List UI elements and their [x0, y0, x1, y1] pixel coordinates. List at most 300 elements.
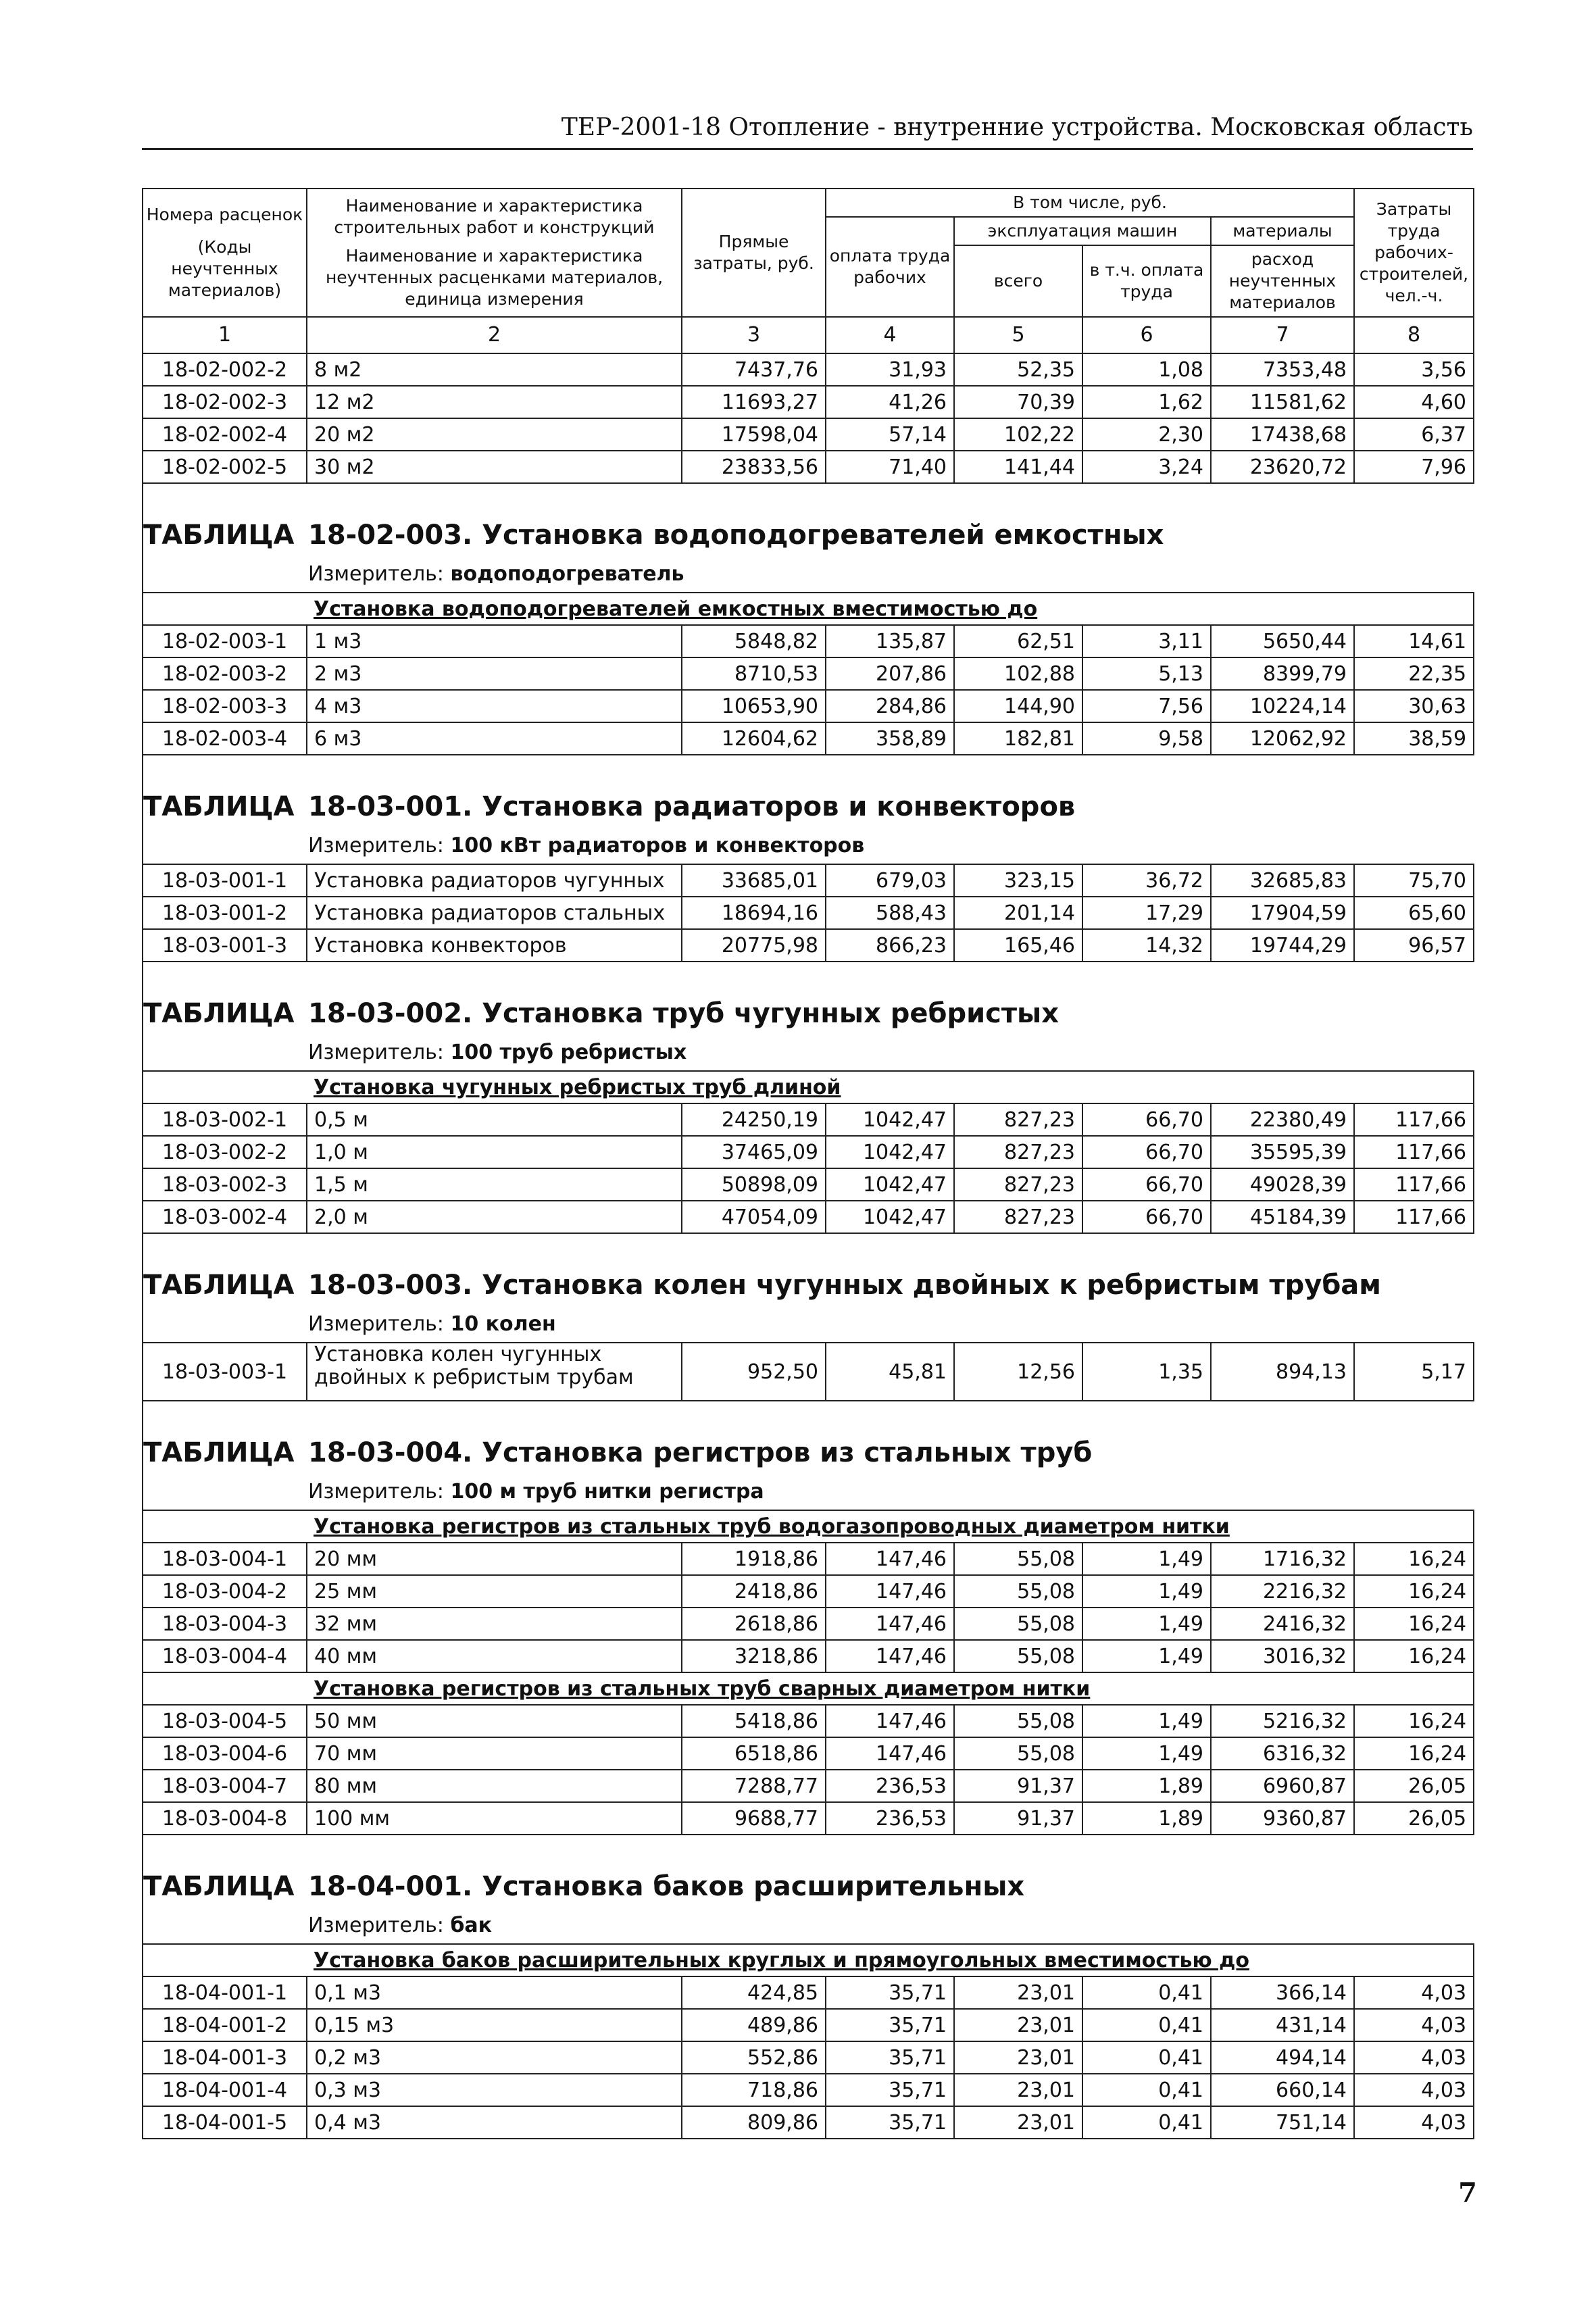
machines-total-cell: 827,23 — [954, 1103, 1082, 1136]
table-row — [143, 2074, 1474, 2106]
table-section — [142, 1835, 1473, 2139]
machines-wages-cell: 1,89 — [1082, 1802, 1211, 1835]
labor-cell: 4,03 — [1354, 2009, 1474, 2041]
wages-cell: 31,93 — [826, 353, 954, 386]
wages-cell: 1042,47 — [826, 1103, 954, 1136]
code-cell: 18-02-002-4 — [143, 418, 307, 451]
name-cell: Установка конвекторов — [307, 929, 682, 962]
table-row — [143, 1737, 1474, 1770]
name-cell: 8 м2 — [307, 353, 682, 386]
direct-cost-cell: 3218,86 — [682, 1640, 826, 1672]
wages-cell: 147,46 — [826, 1640, 954, 1672]
measure-unit: 100 м труб нитки регистра — [450, 1480, 764, 1503]
wages-cell: 35,71 — [826, 2106, 954, 2139]
code-cell: 18-03-004-5 — [143, 1705, 307, 1737]
materials-cell: 49028,39 — [1211, 1168, 1354, 1201]
measure-line — [142, 1035, 1473, 1070]
machines-wages-cell: 3,24 — [1082, 451, 1211, 483]
direct-cost-cell: 10653,90 — [682, 690, 826, 722]
table-row — [143, 2041, 1474, 2074]
name-cell: 20 м2 — [307, 418, 682, 451]
labor-cell: 6,37 — [1354, 418, 1474, 451]
machines-wages-cell: 1,49 — [1082, 1640, 1211, 1672]
direct-cost-cell: 18694,16 — [682, 897, 826, 929]
direct-cost-cell: 11693,27 — [682, 386, 826, 418]
machines-wages-cell: 0,41 — [1082, 1976, 1211, 2009]
table-row — [143, 1608, 1474, 1640]
header-machines: эксплуатация машин — [954, 217, 1211, 245]
machines-total-cell: 827,23 — [954, 1136, 1082, 1168]
machines-wages-cell: 17,29 — [1082, 897, 1211, 929]
materials-cell: 35595,39 — [1211, 1136, 1354, 1168]
section-title — [142, 484, 1473, 557]
direct-cost-cell: 23833,56 — [682, 451, 826, 483]
code-cell: 18-03-002-1 — [143, 1103, 307, 1136]
direct-cost-cell: 20775,98 — [682, 929, 826, 962]
table-row — [143, 353, 1474, 386]
labor-cell: 38,59 — [1354, 722, 1474, 755]
machines-wages-cell: 9,58 — [1082, 722, 1211, 755]
column-number-1: 1 — [143, 317, 307, 353]
measure-unit: 100 кВт радиаторов и конвекторов — [450, 834, 865, 857]
direct-cost-cell: 489,86 — [682, 2009, 826, 2041]
labor-cell: 16,24 — [1354, 1575, 1474, 1608]
labor-cell: 117,66 — [1354, 1201, 1474, 1233]
labor-cell: 96,57 — [1354, 929, 1474, 962]
table-row — [143, 1543, 1474, 1575]
materials-cell: 5650,44 — [1211, 625, 1354, 657]
labor-cell: 4,03 — [1354, 2041, 1474, 2074]
wages-cell: 866,23 — [826, 929, 954, 962]
running-head: ТЕР-2001-18 Отопление - внутренние устройства. Московская область — [142, 114, 1473, 150]
name-cell: 20 мм — [307, 1543, 682, 1575]
code-cell: 18-02-003-3 — [143, 690, 307, 722]
table-row — [143, 722, 1474, 755]
wages-cell: 135,87 — [826, 625, 954, 657]
section-label: ТАБЛИЦА — [143, 520, 295, 551]
section-table — [142, 864, 1474, 962]
table-row — [143, 2106, 1474, 2139]
measure-label: Измеритель: — [308, 1480, 451, 1503]
labor-cell: 65,60 — [1354, 897, 1474, 929]
measure-line — [142, 557, 1473, 592]
group-subtitle-spacer — [143, 1071, 307, 1103]
code-cell: 18-03-002-3 — [143, 1168, 307, 1201]
machines-total-cell: 55,08 — [954, 1543, 1082, 1575]
direct-cost-cell: 552,86 — [682, 2041, 826, 2074]
measure-label: Измеритель: — [308, 1041, 451, 1064]
name-cell: Установка колен чугунных двойных к ребристым трубам — [307, 1343, 682, 1401]
column-number-8: 8 — [1354, 317, 1474, 353]
name-cell: 0,5 м — [307, 1103, 682, 1136]
name-cell: 0,15 м3 — [307, 2009, 682, 2041]
name-cell: 40 мм — [307, 1640, 682, 1672]
measure-line — [142, 1908, 1473, 1943]
labor-cell: 30,63 — [1354, 690, 1474, 722]
machines-total-cell: 52,35 — [954, 353, 1082, 386]
name-cell: 50 мм — [307, 1705, 682, 1737]
materials-cell: 45184,39 — [1211, 1201, 1354, 1233]
section-label: ТАБЛИЦА — [143, 1437, 295, 1468]
labor-cell: 4,60 — [1354, 386, 1474, 418]
table-row — [143, 1168, 1474, 1201]
wages-cell: 679,03 — [826, 864, 954, 897]
labor-cell: 14,61 — [1354, 625, 1474, 657]
machines-wages-cell: 1,49 — [1082, 1608, 1211, 1640]
group-subtitle: Установка баков расширительных круглых и прямоугольных вместимостью до — [307, 1944, 1474, 1976]
table-row — [143, 2009, 1474, 2041]
group-subtitle-row — [143, 1071, 1474, 1103]
machines-wages-cell: 2,30 — [1082, 418, 1211, 451]
code-cell: 18-03-004-7 — [143, 1770, 307, 1802]
table-row — [143, 864, 1474, 897]
name-cell: 0,1 м3 — [307, 1976, 682, 2009]
page-number: 7 — [1458, 2177, 1477, 2209]
direct-cost-cell: 50898,09 — [682, 1168, 826, 1201]
group-subtitle-spacer — [143, 1510, 307, 1543]
machines-wages-cell: 66,70 — [1082, 1168, 1211, 1201]
machines-total-cell: 55,08 — [954, 1608, 1082, 1640]
materials-cell: 7353,48 — [1211, 353, 1354, 386]
machines-wages-cell: 1,08 — [1082, 353, 1211, 386]
materials-cell: 2416,32 — [1211, 1608, 1354, 1640]
header-materials-consumption: расход неучтенных материалов — [1211, 245, 1354, 317]
wages-cell: 236,53 — [826, 1770, 954, 1802]
code-cell: 18-02-003-1 — [143, 625, 307, 657]
materials-cell: 5216,32 — [1211, 1705, 1354, 1737]
materials-cell: 431,14 — [1211, 2009, 1354, 2041]
labor-cell: 7,96 — [1354, 451, 1474, 483]
direct-cost-cell: 24250,19 — [682, 1103, 826, 1136]
column-number-4: 4 — [826, 317, 954, 353]
section-title — [142, 755, 1473, 828]
table-section — [142, 755, 1473, 962]
direct-cost-cell: 1918,86 — [682, 1543, 826, 1575]
name-cell: 2 м3 — [307, 657, 682, 690]
machines-total-cell: 55,08 — [954, 1737, 1082, 1770]
wages-cell: 1042,47 — [826, 1136, 954, 1168]
materials-cell: 17904,59 — [1211, 897, 1354, 929]
group-subtitle: Установка водоподогревателей емкостных вместимостью до — [307, 593, 1474, 625]
name-cell: 1 м3 — [307, 625, 682, 657]
direct-cost-cell: 12604,62 — [682, 722, 826, 755]
machines-wages-cell: 1,35 — [1082, 1343, 1211, 1401]
table-section — [142, 1234, 1473, 1401]
labor-cell: 16,24 — [1354, 1543, 1474, 1575]
machines-wages-cell: 1,49 — [1082, 1543, 1211, 1575]
name-cell: 32 мм — [307, 1608, 682, 1640]
machines-wages-cell: 0,41 — [1082, 2074, 1211, 2106]
machines-total-cell: 23,01 — [954, 1976, 1082, 2009]
column-number-6: 6 — [1082, 317, 1211, 353]
column-number-3: 3 — [682, 317, 826, 353]
machines-wages-cell: 1,89 — [1082, 1770, 1211, 1802]
header-direct-costs: Прямые затраты, руб. — [682, 189, 826, 317]
section-table — [142, 1943, 1474, 2139]
machines-total-cell: 91,37 — [954, 1770, 1082, 1802]
table-row — [143, 929, 1474, 962]
header-wages: оплата труда рабочих — [826, 217, 954, 317]
materials-cell: 894,13 — [1211, 1343, 1354, 1401]
wages-cell: 1042,47 — [826, 1201, 954, 1233]
name-cell: 1,5 м — [307, 1168, 682, 1201]
name-cell: 70 мм — [307, 1737, 682, 1770]
measure-label: Измеритель: — [308, 1914, 451, 1937]
group-subtitle: Установка чугунных ребристых труб длиной — [307, 1071, 1474, 1103]
table-row — [143, 897, 1474, 929]
code-cell: 18-04-001-1 — [143, 1976, 307, 2009]
code-cell: 18-03-001-3 — [143, 929, 307, 962]
machines-wages-cell: 3,11 — [1082, 625, 1211, 657]
table-row — [143, 1976, 1474, 2009]
labor-cell: 4,03 — [1354, 2106, 1474, 2139]
table-row — [143, 386, 1474, 418]
name-cell: Установка радиаторов чугунных — [307, 864, 682, 897]
measure-label: Измеритель: — [308, 562, 451, 586]
machines-wages-cell: 0,41 — [1082, 2009, 1211, 2041]
materials-cell: 11581,62 — [1211, 386, 1354, 418]
direct-cost-cell: 5848,82 — [682, 625, 826, 657]
header-names: Наименование и характеристика строительных работ и конструкций Наименование и характеристика неучтенных расценками материалов, единица измерения — [307, 189, 682, 317]
section-table — [142, 1070, 1474, 1234]
wages-cell: 35,71 — [826, 1976, 954, 2009]
materials-cell: 32685,83 — [1211, 864, 1354, 897]
section-label: ТАБЛИЦА — [143, 1871, 295, 1902]
column-number-7: 7 — [1211, 317, 1354, 353]
section-title — [142, 962, 1473, 1035]
measure-unit: 100 труб ребристых — [450, 1041, 687, 1064]
code-cell: 18-02-002-5 — [143, 451, 307, 483]
section-title-text: 18-04-001. Установка баков расширительных — [308, 1871, 1025, 1902]
code-cell: 18-03-002-2 — [143, 1136, 307, 1168]
name-cell: 80 мм — [307, 1770, 682, 1802]
machines-wages-cell: 66,70 — [1082, 1201, 1211, 1233]
direct-cost-cell: 6518,86 — [682, 1737, 826, 1770]
materials-cell: 6316,32 — [1211, 1737, 1354, 1770]
wages-cell: 41,26 — [826, 386, 954, 418]
code-cell: 18-02-003-4 — [143, 722, 307, 755]
wages-cell: 147,46 — [826, 1705, 954, 1737]
machines-total-cell: 12,56 — [954, 1343, 1082, 1401]
section-title-text: 18-03-003. Установка колен чугунных двойных к ребристым трубам — [308, 1270, 1381, 1301]
labor-cell: 4,03 — [1354, 2074, 1474, 2106]
machines-total-cell: 102,88 — [954, 657, 1082, 690]
section-label: ТАБЛИЦА — [143, 1270, 295, 1301]
machines-total-cell: 91,37 — [954, 1802, 1082, 1835]
materials-cell: 3016,32 — [1211, 1640, 1354, 1672]
wages-cell: 147,46 — [826, 1737, 954, 1770]
machines-total-cell: 827,23 — [954, 1201, 1082, 1233]
name-cell: 100 мм — [307, 1802, 682, 1835]
machines-wages-cell: 1,49 — [1082, 1705, 1211, 1737]
materials-cell: 8399,79 — [1211, 657, 1354, 690]
direct-cost-cell: 952,50 — [682, 1343, 826, 1401]
header-machines-wages: в т.ч. оплата труда — [1082, 245, 1211, 317]
wages-cell: 35,71 — [826, 2009, 954, 2041]
section-title — [142, 1401, 1473, 1474]
table-row — [143, 625, 1474, 657]
section-title-text: 18-02-003. Установка водоподогревателей емкостных — [308, 520, 1164, 551]
direct-cost-cell: 37465,09 — [682, 1136, 826, 1168]
direct-cost-cell: 17598,04 — [682, 418, 826, 451]
code-cell: 18-03-004-6 — [143, 1737, 307, 1770]
machines-wages-cell: 36,72 — [1082, 864, 1211, 897]
labor-cell: 26,05 — [1354, 1770, 1474, 1802]
materials-cell: 12062,92 — [1211, 722, 1354, 755]
code-cell: 18-02-002-3 — [143, 386, 307, 418]
group-subtitle: Установка регистров из стальных труб сварных диаметром нитки — [307, 1672, 1474, 1705]
labor-cell: 4,03 — [1354, 1976, 1474, 2009]
price-table-sheet — [142, 188, 1473, 2139]
wages-cell: 35,71 — [826, 2074, 954, 2106]
table-row — [143, 1705, 1474, 1737]
table-section — [142, 962, 1473, 1234]
section-title — [142, 1835, 1473, 1908]
table-row — [143, 418, 1474, 451]
code-cell: 18-02-002-2 — [143, 353, 307, 386]
column-number-5: 5 — [954, 317, 1082, 353]
header-codes: Номера расценок (Коды неучтенных материалов) — [143, 189, 307, 317]
labor-cell: 117,66 — [1354, 1103, 1474, 1136]
wages-cell: 1042,47 — [826, 1168, 954, 1201]
direct-cost-cell: 424,85 — [682, 1976, 826, 2009]
measure-line — [142, 1474, 1473, 1510]
direct-cost-cell: 809,86 — [682, 2106, 826, 2139]
code-cell: 18-03-004-1 — [143, 1543, 307, 1575]
materials-cell: 660,14 — [1211, 2074, 1354, 2106]
measure-line — [142, 1307, 1473, 1342]
name-cell: 6 м3 — [307, 722, 682, 755]
wages-cell: 236,53 — [826, 1802, 954, 1835]
wages-cell: 147,46 — [826, 1608, 954, 1640]
machines-wages-cell: 66,70 — [1082, 1103, 1211, 1136]
machines-total-cell: 23,01 — [954, 2074, 1082, 2106]
table-row — [143, 1640, 1474, 1672]
section-label: ТАБЛИЦА — [143, 791, 295, 822]
labor-cell: 22,35 — [1354, 657, 1474, 690]
machines-wages-cell: 7,56 — [1082, 690, 1211, 722]
machines-total-cell: 55,08 — [954, 1640, 1082, 1672]
group-subtitle-row — [143, 1672, 1474, 1705]
materials-cell: 1716,32 — [1211, 1543, 1354, 1575]
table-row — [143, 1575, 1474, 1608]
name-cell: 12 м2 — [307, 386, 682, 418]
code-cell: 18-02-003-2 — [143, 657, 307, 690]
machines-wages-cell: 5,13 — [1082, 657, 1211, 690]
header-machines-total: всего — [954, 245, 1082, 317]
table-section — [142, 484, 1473, 755]
wages-cell: 147,46 — [826, 1543, 954, 1575]
labor-cell: 16,24 — [1354, 1705, 1474, 1737]
group-subtitle-row — [143, 1510, 1474, 1543]
direct-cost-cell: 2418,86 — [682, 1575, 826, 1608]
measure-unit: водоподогреватель — [450, 562, 684, 586]
machines-total-cell: 141,44 — [954, 451, 1082, 483]
section-title-text: 18-03-001. Установка радиаторов и конвекторов — [308, 791, 1076, 822]
code-cell: 18-03-004-3 — [143, 1608, 307, 1640]
direct-cost-cell: 7437,76 — [682, 353, 826, 386]
materials-cell: 10224,14 — [1211, 690, 1354, 722]
machines-wages-cell: 0,41 — [1082, 2106, 1211, 2139]
direct-cost-cell: 8710,53 — [682, 657, 826, 690]
wages-cell: 57,14 — [826, 418, 954, 451]
table-row — [143, 1802, 1474, 1835]
group-subtitle-spacer — [143, 1672, 307, 1705]
labor-cell: 117,66 — [1354, 1136, 1474, 1168]
materials-cell: 9360,87 — [1211, 1802, 1354, 1835]
name-cell: 1,0 м — [307, 1136, 682, 1168]
machines-total-cell: 70,39 — [954, 386, 1082, 418]
machines-wages-cell: 1,49 — [1082, 1575, 1211, 1608]
section-title-text: 18-03-004. Установка регистров из стальных труб — [308, 1437, 1093, 1468]
wages-cell: 207,86 — [826, 657, 954, 690]
header-materials: материалы — [1211, 217, 1354, 245]
materials-cell: 19744,29 — [1211, 929, 1354, 962]
code-cell: 18-03-001-1 — [143, 864, 307, 897]
section-title-text: 18-03-002. Установка труб чугунных ребристых — [308, 998, 1059, 1029]
labor-cell: 16,24 — [1354, 1608, 1474, 1640]
labor-cell: 3,56 — [1354, 353, 1474, 386]
machines-wages-cell: 66,70 — [1082, 1136, 1211, 1168]
labor-cell: 26,05 — [1354, 1802, 1474, 1835]
direct-cost-cell: 5418,86 — [682, 1705, 826, 1737]
direct-cost-cell: 9688,77 — [682, 1802, 826, 1835]
machines-wages-cell: 14,32 — [1082, 929, 1211, 962]
machines-wages-cell: 1,62 — [1082, 386, 1211, 418]
measure-label: Измеритель: — [308, 834, 451, 857]
name-cell: Установка радиаторов стальных — [307, 897, 682, 929]
group-subtitle-spacer — [143, 1944, 307, 1976]
machines-total-cell: 201,14 — [954, 897, 1082, 929]
machines-total-cell: 182,81 — [954, 722, 1082, 755]
machines-total-cell: 62,51 — [954, 625, 1082, 657]
column-number-2: 2 — [307, 317, 682, 353]
measure-label: Измеритель: — [308, 1312, 451, 1336]
materials-cell: 17438,68 — [1211, 418, 1354, 451]
labor-cell: 117,66 — [1354, 1168, 1474, 1201]
machines-total-cell: 165,46 — [954, 929, 1082, 962]
group-subtitle: Установка регистров из стальных труб водогазопроводных диаметром нитки — [307, 1510, 1474, 1543]
name-cell: 4 м3 — [307, 690, 682, 722]
name-cell: 0,4 м3 — [307, 2106, 682, 2139]
wages-cell: 358,89 — [826, 722, 954, 755]
code-cell: 18-04-001-3 — [143, 2041, 307, 2074]
sections — [142, 484, 1473, 2139]
machines-total-cell: 55,08 — [954, 1575, 1082, 1608]
section-table — [142, 1342, 1474, 1401]
direct-cost-cell: 2618,86 — [682, 1608, 826, 1640]
materials-cell: 2216,32 — [1211, 1575, 1354, 1608]
machines-total-cell: 55,08 — [954, 1705, 1082, 1737]
header-labor: Затраты труда рабочих-строителей, чел.-ч. — [1354, 189, 1474, 317]
column-number-row — [143, 317, 1474, 353]
machines-wages-cell: 0,41 — [1082, 2041, 1211, 2074]
direct-cost-cell: 33685,01 — [682, 864, 826, 897]
name-cell: 2,0 м — [307, 1201, 682, 1233]
table-row — [143, 1201, 1474, 1233]
code-cell: 18-03-004-4 — [143, 1640, 307, 1672]
machines-total-cell: 23,01 — [954, 2041, 1082, 2074]
machines-total-cell: 23,01 — [954, 2009, 1082, 2041]
table-row — [143, 1770, 1474, 1802]
direct-cost-cell: 7288,77 — [682, 1770, 826, 1802]
section-title — [142, 1234, 1473, 1307]
wages-cell: 284,86 — [826, 690, 954, 722]
code-cell: 18-03-004-2 — [143, 1575, 307, 1608]
table-row — [143, 690, 1474, 722]
code-cell: 18-04-001-5 — [143, 2106, 307, 2139]
materials-cell: 494,14 — [1211, 2041, 1354, 2074]
